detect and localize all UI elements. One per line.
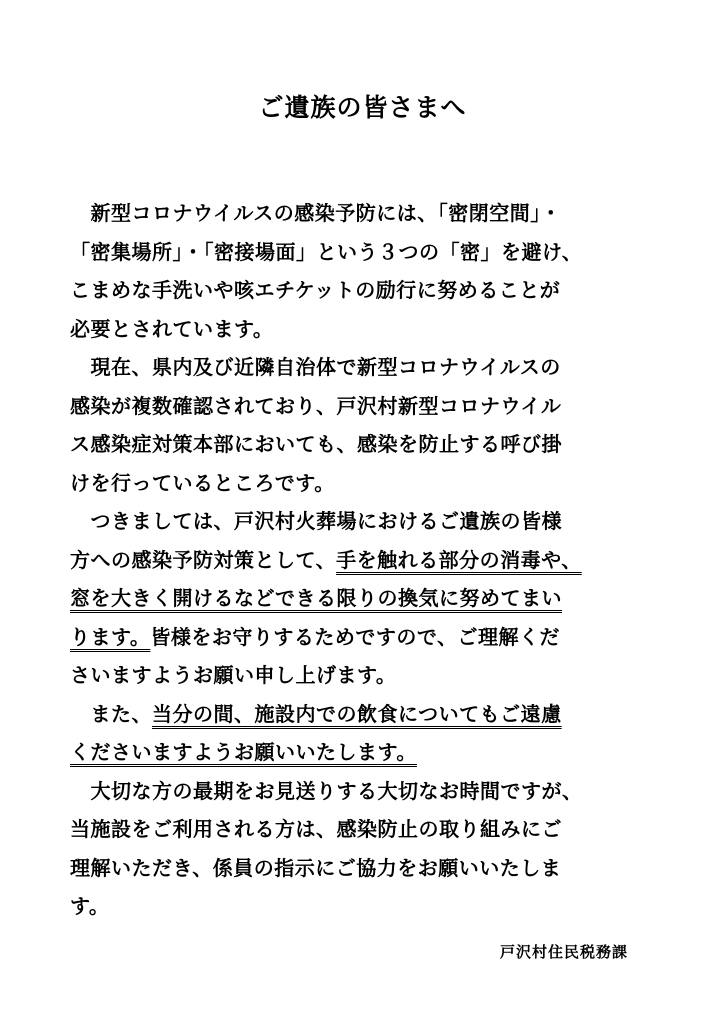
text-segment: ス感染症対策本部においても、感染を防止する呼び掛 (70, 432, 562, 456)
body-line (70, 502, 670, 540)
body-line (70, 695, 670, 733)
body-line (70, 849, 670, 887)
body-line (70, 271, 670, 309)
underlined-text: 手を触れる部分の消毒や、 (336, 547, 582, 572)
underlined-text: 窓を大きく開けるなどできる限りの換気に努めてまい (70, 586, 562, 610)
body-line (70, 194, 670, 232)
body-line (70, 233, 670, 271)
text-segment: 感染が複数確認されており、戸沢村新型コロナウイル (70, 393, 562, 418)
text-segment: 皆様をお守りするためですので、ご理解くだ (150, 624, 561, 649)
text-segment: 現在、県内及び近隣自治体で新型コロナウイルスの (70, 355, 561, 379)
body-line (70, 810, 670, 848)
text-segment: 大切な方の最期をお見送りする大切なお時間ですが、 (70, 778, 583, 803)
body-line (70, 348, 670, 386)
text-segment: 方への感染予防対策として、 (70, 547, 337, 572)
underlined-text: ります。 (70, 624, 151, 649)
body-line (70, 464, 670, 502)
body-line (70, 541, 670, 579)
text-segment: 「密集場所」・「密接場面」という３つの「密」を避け、 (70, 239, 583, 264)
body-line (70, 618, 670, 656)
underlined-text: 当分の間、施設内での飲食についてもご遠慮 (152, 701, 562, 726)
text-segment: さいますようお願い申し上げます。 (70, 663, 397, 687)
underlined-text: くださいますようお願いいたします。 (70, 740, 417, 764)
text-segment: 理解いただき、係員の指示にご協力をお願いいたしま (70, 855, 562, 880)
body-line (70, 310, 670, 348)
text-segment: また、 (70, 701, 152, 726)
body-line (70, 733, 670, 771)
text-segment: す。 (70, 894, 110, 918)
text-segment: 当施設をご利用される方は、感染防止の取り組みにご (70, 817, 562, 841)
text-segment: こまめな手洗いや咳エチケットの励行に努めることが (70, 278, 561, 302)
text-segment: 新型コロナウイルスの感染予防には、「密閉空間」・ (70, 201, 562, 225)
text-segment: つきましては、戸沢村火葬場におけるご遺族の皆様 (70, 509, 562, 533)
body-line (70, 425, 670, 463)
text-segment: けを行っているところです。 (70, 470, 335, 495)
body-line (70, 887, 670, 925)
body-line (70, 656, 670, 694)
body-line (70, 387, 670, 425)
issuer-signature: 戸沢村住民税務課 (500, 943, 629, 961)
body-line (70, 772, 670, 810)
document-title: ご遺族の皆さまへ (258, 93, 467, 122)
text-segment: 必要とされています。 (70, 316, 274, 341)
body-line (70, 579, 670, 617)
